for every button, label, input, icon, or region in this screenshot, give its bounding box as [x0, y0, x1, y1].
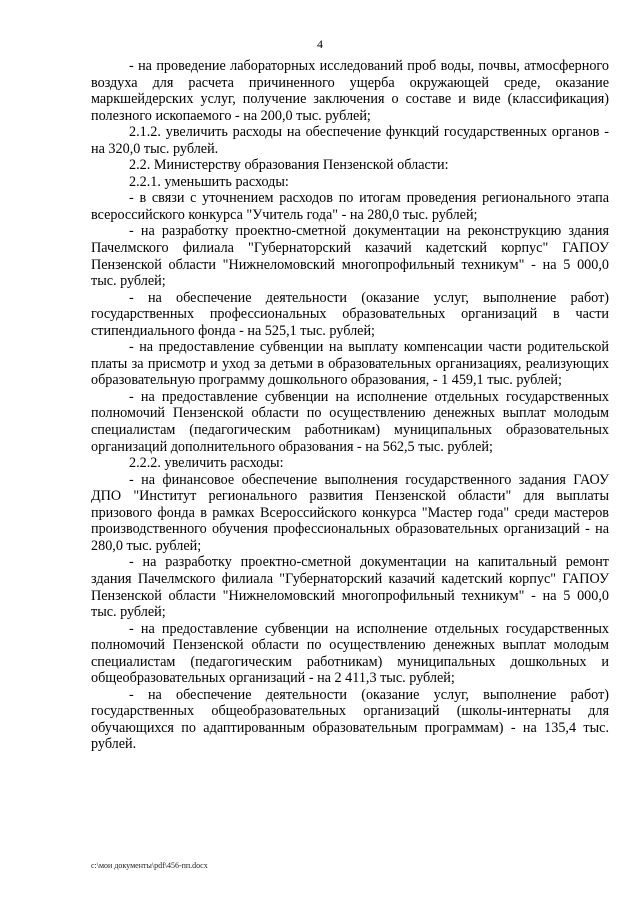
paragraph-stipend-fund: - на обеспечение деятельности (оказание услуг, выполнение работ) государственных профессиональных образовательных организаций в части стипендиального фонда - на 525,1 тыс. рублей;: [91, 289, 609, 339]
paragraph-master-of-year: - на финансовое обеспечение выполнения государственного задания ГАОУ ДПО "Институт регионального развития Пензенской области" для выплаты призового фонда в рамках Всероссийского конкурса "Мастер года" среди мастеров производственного обучения профессиональных образовательных организаций - на 280,0 тыс. рублей;: [91, 471, 609, 554]
document-body: [91, 58, 609, 753]
paragraph-lab-research: - на проведение лабораторных исследований проб воды, почвы, атмосферного воздуха для расчета причиненного ущерба окружающей среде, оказание маркшейдерских услуг, получение заключения о составе и виде (классификация) полезного ископаемого - на 200,0 тыс. рублей;: [91, 58, 609, 124]
paragraph-teacher-of-year: - в связи с уточнением расходов по итогам проведения регионального этапа всероссийского конкурса "Учитель года" - на 280,0 тыс. рублей;: [91, 190, 609, 223]
paragraph-young-specialists-preschool: - на предоставление субвенции на исполнение отдельных государственных полномочий Пензенской области по осуществлению денежных выплат молодым специалистам (педагогическим работникам) муниципальных дошкольных и общеобразовательных организаций - на 2 411,3 тыс. рублей;: [91, 620, 609, 687]
page-number: 4: [317, 37, 323, 51]
paragraph-design-capital-repair: - на разработку проектно-сметной документации на капитальный ремонт здания Пачелмского филиала "Губернаторский казачий кадетский корпус" ГАПОУ Пензенской области "Нижнеломовский многопрофильный техникум" - на 5 000,0 тыс. рублей;: [91, 554, 609, 621]
paragraph-young-specialists-additional: - на предоставление субвенции на исполнение отдельных государственных полномочий Пензенской области по осуществлению денежных выплат молодым специалистам (педагогическим работникам) муниципальных образовательных организаций дополнительного образования - на 562,5 тыс. рублей;: [91, 388, 609, 455]
footer-file-path: c:\мои документы\pdf\456-пп.docx: [91, 861, 208, 870]
paragraph-2-2-1-heading: 2.2.1. уменьшить расходы:: [129, 173, 289, 190]
paragraph-parental-fee-compensation: - на предоставление субвенции на выплату компенсации части родительской платы за присмотр и уход за детьми в образовательных организациях, реализующих образовательную программу дошкольного образования, - 1 459,1 тыс. рублей;: [91, 339, 609, 389]
paragraph-boarding-schools: - на обеспечение деятельности (оказание услуг, выполнение работ) государственных общеобразовательных организаций (школы-интернаты для обучающихся по адаптированным образовательным программам) - на 135,4 тыс. рублей.: [91, 686, 609, 753]
paragraph-2-1-2: 2.1.2. увеличить расходы на обеспечение функций государственных органов - на 320,0 тыс. рублей.: [91, 124, 609, 157]
paragraph-2-2-2-heading: 2.2.2. увеличить расходы:: [129, 455, 284, 472]
paragraph-2-2-heading: 2.2. Министерству образования Пензенской области:: [129, 157, 449, 174]
paragraph-design-reconstruction: - на разработку проектно-сметной документации на реконструкцию здания Пачелмского филиала "Губернаторский казачий кадетский корпус" ГАПОУ Пензенской области "Нижнеломовский многопрофильный техникум" - на 5 000,0 тыс. рублей;: [91, 223, 609, 290]
